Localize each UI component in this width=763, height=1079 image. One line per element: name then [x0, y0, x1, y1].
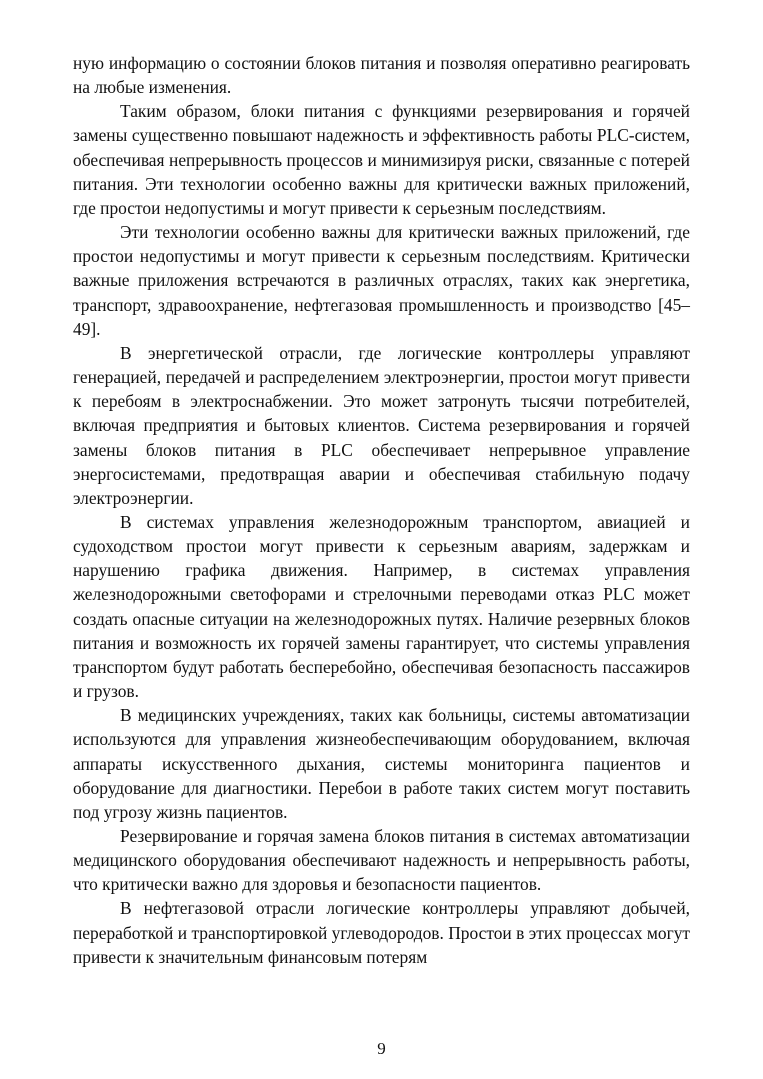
page-number: 9 [377, 1039, 386, 1058]
paragraph-transport: В системах управления железнодорожным транспортом, авиацией и судоходством простои могут привести к серьезным авариям, задержкам и нарушению графика движения. Например, в системах управления железнодорожными светофорами и стрелочными переводами отказ PLC может создать опасные ситуации на железнодорожных путях. Наличие резервных блоков питания и возможность их горячей замены гарантирует, что системы управления транспортом будут работать бесперебойно, обеспечивая безопасность пассажиров и грузов. [73, 511, 690, 702]
paragraph-critical-apps: Эти технологии особенно важны для критически важных приложений, где простои недопустимы и могут привести к серьезным последствиям. Критически важные приложения встречаются в различных отраслях, таких как энергетика, транспорт, здравоохранение, нефтегазовая промышленность и производство [45–49]. [73, 222, 690, 339]
paragraph-medical-redundancy: Резервирование и горячая замена блоков питания в системах автоматизации медицинского оборудования обеспечивают надежность и непрерывность работы, что критически важно для здоровья и безопасности пациентов. [73, 826, 690, 895]
paragraph-energy: В энергетической отрасли, где логические контроллеры управляют генерацией, передачей и распределением электроэнергии, простои могут привести к перебоям в электроснабжении. Это может затронуть тысячи потребителей, включая предприятия и бытовых клиентов. Система резервирования и горячей замены блоков питания в PLC обеспечивает непрерывное управление энергосистемами, предотвращая аварии и обеспечивая стабильную подачу электроэнергии. [73, 342, 690, 508]
paragraph-medical: В медицинских учреждениях, таких как больницы, системы автоматизации используются для управления жизнеобеспечивающим оборудованием, включая аппараты искусственного дыхания, системы мониторинга пациентов и оборудование для диагностики. Перебои в работе таких систем могут поставить под угрозу жизнь пациентов. [73, 705, 690, 822]
paragraph-continuation: ную информацию о состоянии блоков питания и позволяя оперативно реагировать на любые изменения. [73, 53, 690, 98]
paragraph-summary: Таким образом, блоки питания с функциями резервирования и горячей замены существенно повышают надежность и эффективность работы PLC-систем, обеспечивая непрерывность процессов и минимизируя риски, связанные с потерей питания. Эти технологии особенно важны для критически важных приложений, где простои недопустимы и могут привести к серьезным последствиям. [73, 101, 690, 218]
paragraph-oil-gas: В нефтегазовой отрасли логические контроллеры управляют добычей, переработкой и транспортировкой углеводородов. Простои в этих процессах могут привести к значительным финансовым потерям [73, 898, 690, 967]
page-body [73, 51, 690, 969]
